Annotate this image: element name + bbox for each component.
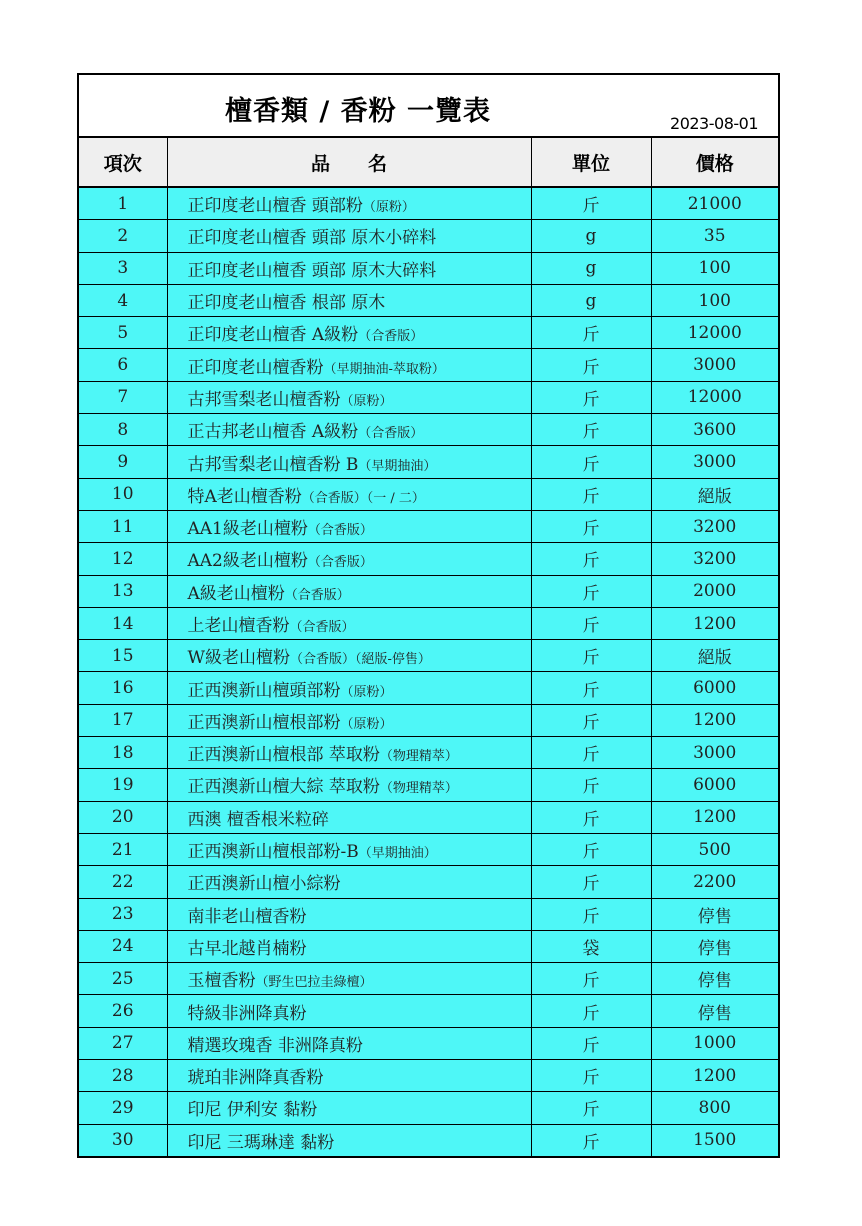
item-price-text: 6000	[693, 678, 737, 699]
item-number	[79, 414, 167, 446]
table-row	[79, 187, 778, 220]
table-row	[79, 510, 778, 542]
item-name-text: A級老山檀粉	[187, 583, 285, 604]
table-row	[79, 737, 778, 769]
item-name	[167, 995, 531, 1027]
item-unit	[531, 737, 651, 769]
item-unit-text: 斤	[582, 680, 600, 701]
item-name	[167, 284, 531, 316]
item-name	[167, 220, 531, 252]
item-price-text: 21000	[687, 193, 742, 214]
item-price-text: 3000	[693, 452, 737, 473]
item-unit-text: 斤	[582, 745, 600, 766]
item-price-text: 100	[698, 290, 731, 311]
item-price	[651, 317, 778, 349]
item-number-text: 30	[111, 1130, 134, 1151]
table-row	[79, 1060, 778, 1092]
item-name-text: 正西澳新山檀根部 萃取粉	[187, 745, 380, 766]
item-name	[167, 575, 531, 607]
item-price	[651, 737, 778, 769]
item-number-text: 26	[111, 1001, 134, 1022]
item-unit	[531, 930, 651, 962]
item-price-text: 12000	[687, 322, 742, 343]
item-price	[651, 801, 778, 833]
item-number-text: 3	[117, 258, 129, 279]
item-unit-text: 斤	[582, 486, 600, 507]
table-row	[79, 252, 778, 284]
item-number-text: 25	[111, 968, 134, 989]
item-number	[79, 446, 167, 478]
item-price-text: 停售	[697, 971, 732, 992]
table-row	[79, 704, 778, 736]
item-note: （合香版）	[307, 523, 373, 539]
item-price	[651, 252, 778, 284]
item-name-text: AA2級老山檀粉	[187, 551, 308, 572]
table-row	[79, 801, 778, 833]
item-unit-text: 斤	[582, 906, 600, 927]
item-number	[79, 284, 167, 316]
item-price	[651, 187, 778, 220]
item-unit-text: 斤	[582, 971, 600, 992]
table-row	[79, 220, 778, 252]
item-name-text: 正印度老山檀香 A級粉	[187, 325, 359, 346]
table-row	[79, 414, 778, 446]
item-name-text: AA1級老山檀粉	[187, 519, 308, 540]
item-name-text: 精選玫瑰香 非洲降真粉	[187, 1035, 363, 1056]
table-row	[79, 446, 778, 478]
item-number	[79, 801, 167, 833]
item-price-text: 2000	[693, 581, 737, 602]
item-unit	[531, 575, 651, 607]
item-number-text: 22	[111, 871, 134, 892]
table-row	[79, 1092, 778, 1124]
item-unit	[531, 801, 651, 833]
header-name: 品 名	[167, 138, 531, 187]
item-price	[651, 704, 778, 736]
item-name	[167, 607, 531, 639]
item-unit-text: 袋	[582, 938, 600, 959]
item-number	[79, 866, 167, 898]
item-price-text: 3000	[693, 742, 737, 763]
item-number	[79, 930, 167, 962]
item-name	[167, 1060, 531, 1092]
table-row	[79, 381, 778, 413]
item-note: （物理精萃）	[379, 781, 458, 797]
item-number	[79, 672, 167, 704]
item-number-text: 14	[111, 613, 134, 634]
item-price-text: 3600	[693, 419, 737, 440]
item-name-text: 古早北越肖楠粉	[187, 938, 307, 959]
item-name-text: 正印度老山檀香 頭部 原木小碎料	[187, 228, 437, 249]
item-number-text: 6	[117, 355, 129, 376]
item-unit-text: 斤	[582, 809, 600, 830]
item-price	[651, 575, 778, 607]
item-price-text: 絕版	[697, 648, 732, 669]
table-row	[79, 963, 778, 995]
item-unit-text: 斤	[582, 454, 600, 475]
item-price	[651, 220, 778, 252]
item-name	[167, 317, 531, 349]
item-unit	[531, 963, 651, 995]
item-note: （合香版）	[358, 329, 424, 345]
item-price-text: 3200	[693, 548, 737, 569]
item-unit	[531, 1027, 651, 1059]
table-row	[79, 284, 778, 316]
item-name	[167, 866, 531, 898]
item-number-text: 7	[117, 387, 129, 408]
item-number-text: 11	[111, 516, 134, 537]
item-note: （早期抽油）	[358, 846, 437, 862]
item-unit-text: 斤	[582, 389, 600, 410]
table-row	[79, 930, 778, 962]
item-note: （合香版）	[284, 587, 350, 603]
item-unit-text: g	[585, 225, 597, 246]
item-number	[79, 381, 167, 413]
item-price	[651, 446, 778, 478]
item-name-text: 印尼 伊利安 黏粉	[187, 1100, 318, 1121]
item-number	[79, 510, 167, 542]
table-row	[79, 575, 778, 607]
item-name	[167, 446, 531, 478]
item-unit-text: 斤	[582, 874, 600, 895]
item-unit	[531, 995, 651, 1027]
item-price-text: 1200	[693, 613, 737, 634]
item-name	[167, 898, 531, 930]
item-price-text: 1200	[693, 807, 737, 828]
item-unit-text: 斤	[582, 1100, 600, 1121]
item-unit-text: 斤	[582, 712, 600, 733]
item-name-text: 琥珀非洲降真香粉	[187, 1068, 324, 1089]
item-price	[651, 510, 778, 542]
item-unit	[531, 349, 651, 381]
date-label: 2023-08-01	[670, 114, 758, 133]
item-unit-text: 斤	[582, 648, 600, 669]
item-number-text: 23	[111, 904, 134, 925]
item-number-text: 5	[117, 322, 129, 343]
table-row	[79, 1027, 778, 1059]
item-number-text: 29	[111, 1097, 134, 1118]
table-row	[79, 769, 778, 801]
item-unit-text: 斤	[582, 1003, 600, 1024]
item-number-text: 18	[111, 742, 134, 763]
item-number	[79, 252, 167, 284]
item-price-text: 12000	[687, 387, 742, 408]
item-name	[167, 963, 531, 995]
item-price	[651, 769, 778, 801]
item-number-text: 21	[111, 839, 134, 860]
item-price	[651, 1092, 778, 1124]
item-unit-text: 斤	[582, 842, 600, 863]
item-name	[167, 1092, 531, 1124]
item-number	[79, 1124, 167, 1156]
item-number	[79, 1092, 167, 1124]
item-number	[79, 607, 167, 639]
item-number-text: 1	[117, 193, 129, 214]
item-number-text: 15	[111, 645, 134, 666]
item-name	[167, 187, 531, 220]
item-price-text: 800	[698, 1097, 731, 1118]
item-number	[79, 995, 167, 1027]
item-note: （合香版）	[307, 555, 373, 571]
item-name	[167, 833, 531, 865]
item-unit-text: 斤	[582, 1132, 600, 1153]
item-unit	[531, 446, 651, 478]
item-price	[651, 898, 778, 930]
item-price	[651, 478, 778, 510]
item-number	[79, 575, 167, 607]
item-name	[167, 414, 531, 446]
item-note: （野生巴拉圭綠檀）	[255, 975, 373, 991]
item-name	[167, 672, 531, 704]
item-unit	[531, 1124, 651, 1156]
price-list-sheet	[77, 73, 780, 1158]
table-row	[79, 349, 778, 381]
item-price-text: 停售	[697, 1003, 732, 1024]
table-row	[79, 1124, 778, 1156]
item-unit-text: 斤	[582, 583, 600, 604]
table-header-row	[79, 138, 778, 187]
item-unit	[531, 704, 651, 736]
item-name-text: 西澳 檀香根米粒碎	[187, 809, 329, 830]
item-name	[167, 478, 531, 510]
table-row	[79, 640, 778, 672]
item-price	[651, 414, 778, 446]
item-note: （合香版）（絕版-停售）	[289, 652, 431, 668]
item-unit	[531, 414, 651, 446]
item-number	[79, 898, 167, 930]
item-number	[79, 187, 167, 220]
item-number	[79, 704, 167, 736]
item-unit-text: g	[585, 258, 597, 279]
item-price	[651, 672, 778, 704]
item-unit	[531, 187, 651, 220]
item-name	[167, 769, 531, 801]
item-price-text: 停售	[697, 938, 732, 959]
table-row	[79, 833, 778, 865]
item-name-text: 特A老山檀香粉	[187, 486, 302, 507]
item-name	[167, 510, 531, 542]
item-unit-text: 斤	[582, 616, 600, 636]
item-name-text: 正西澳新山檀大綜 萃取粉	[187, 777, 380, 798]
item-unit-text: 斤	[582, 1035, 600, 1056]
item-name-text: 正印度老山檀香 頭部粉	[187, 196, 363, 217]
header-no: 項次	[79, 138, 167, 187]
item-number-text: 16	[111, 678, 134, 699]
item-number	[79, 1060, 167, 1092]
item-unit	[531, 1092, 651, 1124]
item-unit	[531, 317, 651, 349]
item-name-text: 上老山檀香粉	[187, 616, 290, 636]
item-name	[167, 543, 531, 575]
table-row	[79, 543, 778, 575]
item-unit	[531, 220, 651, 252]
header-price: 價格	[651, 138, 778, 187]
item-number	[79, 640, 167, 672]
item-name-text: 正印度老山檀香 根部 原木	[187, 293, 386, 314]
table-row	[79, 672, 778, 704]
item-price	[651, 833, 778, 865]
item-number-text: 13	[111, 581, 134, 602]
header-unit: 單位	[531, 138, 651, 187]
item-number-text: 19	[111, 774, 134, 795]
item-number-text: 24	[111, 936, 134, 957]
item-note: （原粉）	[340, 393, 393, 409]
item-note: （早期抽油-萃取粉）	[323, 361, 445, 377]
item-name-text: 正西澳新山檀根部粉-B	[187, 842, 359, 863]
item-price	[651, 284, 778, 316]
item-number-text: 27	[111, 1033, 134, 1054]
item-price-text: 3200	[693, 516, 737, 537]
item-price	[651, 866, 778, 898]
item-name	[167, 1124, 531, 1156]
item-name	[167, 930, 531, 962]
item-number-text: 10	[111, 484, 134, 505]
item-name	[167, 252, 531, 284]
table-row	[79, 607, 778, 639]
item-unit	[531, 769, 651, 801]
item-price	[651, 640, 778, 672]
item-unit-text: 斤	[582, 777, 600, 798]
item-price-text: 1200	[693, 1065, 737, 1086]
item-name-text: 古邦雪梨老山檀香粉 B	[187, 454, 359, 475]
item-number-text: 8	[117, 419, 129, 440]
item-name	[167, 737, 531, 769]
item-unit	[531, 510, 651, 542]
item-unit	[531, 478, 651, 510]
item-name	[167, 704, 531, 736]
item-unit-text: 斤	[582, 1068, 600, 1089]
table-row	[79, 317, 778, 349]
item-price-text: 絕版	[697, 486, 732, 507]
table-row	[79, 478, 778, 510]
item-note: （原粉）	[362, 200, 415, 216]
item-name-text: 古邦雪梨老山檀香粉	[187, 389, 341, 410]
item-price	[651, 963, 778, 995]
item-unit	[531, 640, 651, 672]
item-name	[167, 381, 531, 413]
item-name-text: 特級非洲降真粉	[187, 1003, 307, 1024]
item-price	[651, 930, 778, 962]
item-unit-text: 斤	[582, 325, 600, 346]
item-price	[651, 995, 778, 1027]
item-name-text: 正印度老山檀香粉	[187, 357, 324, 378]
item-name	[167, 801, 531, 833]
item-note: （合香版）（一 / 二）	[301, 490, 425, 506]
item-price-text: 1000	[693, 1033, 737, 1054]
item-name-text: 玉檀香粉	[187, 971, 256, 992]
item-unit	[531, 607, 651, 639]
item-unit	[531, 672, 651, 704]
item-number-text: 28	[111, 1065, 134, 1086]
item-number	[79, 220, 167, 252]
item-unit-text: 斤	[582, 551, 600, 572]
item-price-text: 1200	[693, 710, 737, 731]
item-note: （原粉）	[340, 716, 393, 732]
item-unit-text: 斤	[582, 196, 600, 217]
item-name-text: 正印度老山檀香 頭部 原木大碎料	[187, 260, 437, 281]
item-unit-text: 斤	[582, 357, 600, 378]
item-number-text: 12	[111, 548, 134, 569]
item-number-text: 17	[111, 710, 134, 731]
item-price	[651, 543, 778, 575]
item-price-text: 6000	[693, 774, 737, 795]
table-row	[79, 898, 778, 930]
item-note: （物理精萃）	[379, 749, 458, 765]
item-unit	[531, 284, 651, 316]
item-name-text: 正西澳新山檀小綜粉	[187, 874, 341, 895]
item-price	[651, 1027, 778, 1059]
item-note: （早期抽油）	[358, 458, 437, 474]
item-unit	[531, 543, 651, 575]
item-price	[651, 607, 778, 639]
item-name-text: W級老山檀粉	[187, 648, 290, 669]
item-name-text: 正古邦老山檀香 A級粉	[187, 422, 359, 443]
price-table	[79, 138, 778, 1156]
item-note: （合香版）	[358, 426, 424, 442]
item-price-text: 停售	[697, 906, 732, 927]
item-number-text: 4	[117, 290, 129, 311]
item-name	[167, 1027, 531, 1059]
item-number	[79, 963, 167, 995]
item-number	[79, 543, 167, 575]
item-number-text: 20	[111, 807, 134, 828]
item-price-text: 1500	[693, 1130, 737, 1151]
item-number	[79, 349, 167, 381]
item-unit-text: g	[585, 290, 597, 311]
item-name-text: 南非老山檀香粉	[187, 906, 307, 927]
page-title: 檀香類 / 香粉 一覽表	[225, 96, 492, 127]
item-name-text: 正西澳新山檀根部粉	[187, 712, 341, 733]
item-price	[651, 1124, 778, 1156]
item-number	[79, 769, 167, 801]
item-unit	[531, 866, 651, 898]
item-price	[651, 349, 778, 381]
item-unit	[531, 381, 651, 413]
item-name	[167, 349, 531, 381]
item-price-text: 100	[698, 258, 731, 279]
item-number	[79, 1027, 167, 1059]
item-price	[651, 1060, 778, 1092]
item-unit	[531, 898, 651, 930]
item-name-text: 印尼 三瑪琳達 黏粉	[187, 1132, 335, 1153]
item-price-text: 500	[698, 839, 731, 860]
item-unit-text: 斤	[582, 422, 600, 443]
table-row	[79, 995, 778, 1027]
item-unit	[531, 833, 651, 865]
item-unit	[531, 1060, 651, 1092]
table-row	[79, 866, 778, 898]
item-number	[79, 833, 167, 865]
item-note: （合香版）	[289, 620, 355, 635]
item-number-text: 2	[117, 225, 129, 246]
item-price-text: 3000	[693, 355, 737, 376]
item-unit-text: 斤	[582, 519, 600, 540]
title-bar	[79, 75, 778, 138]
item-note: （原粉）	[340, 684, 393, 700]
item-number	[79, 478, 167, 510]
item-name-text: 正西澳新山檀頭部粉	[187, 680, 341, 701]
item-number-text: 9	[117, 452, 129, 473]
item-unit	[531, 252, 651, 284]
item-number	[79, 317, 167, 349]
item-number	[79, 737, 167, 769]
item-price-text: 2200	[693, 871, 737, 892]
table-body	[79, 187, 778, 1156]
item-price	[651, 381, 778, 413]
item-name	[167, 640, 531, 672]
item-price-text: 35	[703, 225, 726, 246]
